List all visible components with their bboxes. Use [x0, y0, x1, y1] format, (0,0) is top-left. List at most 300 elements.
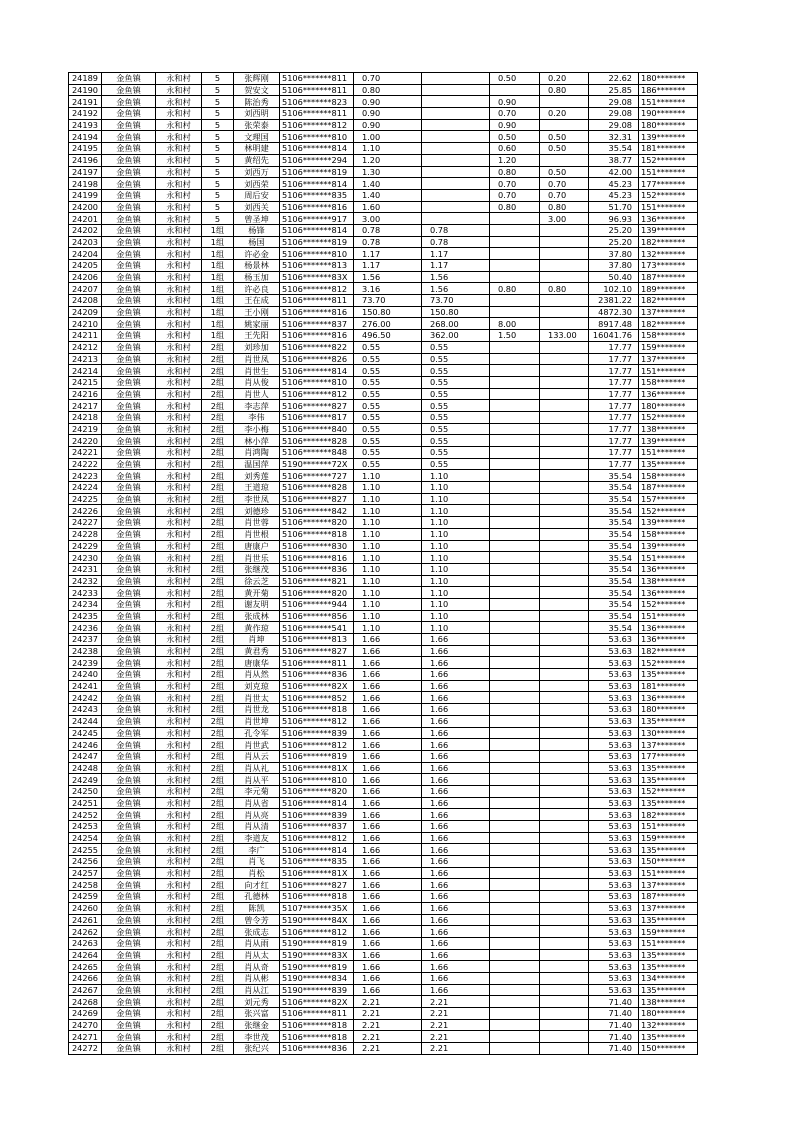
area-c-cell: 0.50	[540, 131, 589, 143]
area-total-cell: 496.50	[354, 330, 422, 342]
area-total-cell: 1.56	[354, 271, 422, 283]
village-cell: 永和村	[156, 598, 202, 610]
record-id-cell: 24257	[69, 867, 102, 879]
area-a-cell: 268.00	[422, 318, 490, 330]
area-total-cell: 1.66	[354, 739, 422, 751]
group-cell: 5	[202, 108, 234, 120]
area-b-cell: 0.90	[490, 119, 540, 131]
record-id-cell: 24256	[69, 856, 102, 868]
area-b-cell	[490, 926, 540, 938]
group-cell: 2组	[202, 598, 234, 610]
id-number-cell: 5106*******727	[280, 470, 354, 482]
area-total-cell: 3.16	[354, 283, 422, 295]
record-id-cell: 24263	[69, 937, 102, 949]
amount-cell: 25.20	[589, 224, 639, 236]
village-cell: 永和村	[156, 669, 202, 681]
amount-cell: 17.77	[589, 458, 639, 470]
area-c-cell	[540, 598, 589, 610]
group-cell: 2组	[202, 528, 234, 540]
area-total-cell: 1.66	[354, 645, 422, 657]
person-name-cell: 谢友明	[234, 598, 280, 610]
area-c-cell	[540, 984, 589, 996]
area-total-cell: 1.66	[354, 785, 422, 797]
record-id-cell: 24244	[69, 715, 102, 727]
area-total-cell: 1.20	[354, 154, 422, 166]
amount-cell: 17.77	[589, 365, 639, 377]
id-number-cell: 5106*******810	[280, 131, 354, 143]
table-row	[69, 867, 698, 879]
id-number-cell: 5106*******810	[280, 774, 354, 786]
table-row	[69, 376, 698, 388]
area-total-cell: 0.55	[354, 388, 422, 400]
id-number-cell: 5106*******823	[280, 96, 354, 108]
record-id-cell: 24211	[69, 330, 102, 342]
record-id-cell: 24206	[69, 271, 102, 283]
area-a-cell	[422, 213, 490, 225]
person-name-cell: 刘元秀	[234, 996, 280, 1008]
area-a-cell: 1.66	[422, 750, 490, 762]
table-row	[69, 306, 698, 318]
area-c-cell	[540, 902, 589, 914]
area-total-cell: 1.66	[354, 844, 422, 856]
area-c-cell	[540, 236, 589, 248]
group-cell: 2组	[202, 680, 234, 692]
town-cell: 金鱼镇	[102, 260, 156, 272]
id-number-cell: 5106*******820	[280, 587, 354, 599]
phone-cell: 181*******	[639, 143, 698, 155]
person-name-cell: 肖从然	[234, 669, 280, 681]
table-row	[69, 949, 698, 961]
area-a-cell: 1.66	[422, 867, 490, 879]
id-number-cell: 5106*******828	[280, 482, 354, 494]
table-row	[69, 224, 698, 236]
village-cell: 永和村	[156, 634, 202, 646]
area-b-cell	[490, 563, 540, 575]
town-cell: 金鱼镇	[102, 984, 156, 996]
town-cell: 金鱼镇	[102, 645, 156, 657]
area-a-cell: 1.17	[422, 260, 490, 272]
group-cell: 2组	[202, 972, 234, 984]
area-total-cell: 2.21	[354, 1043, 422, 1055]
phone-cell: 177*******	[639, 750, 698, 762]
area-c-cell	[540, 575, 589, 587]
phone-cell: 187*******	[639, 271, 698, 283]
area-c-cell	[540, 937, 589, 949]
town-cell: 金鱼镇	[102, 680, 156, 692]
area-a-cell: 150.80	[422, 306, 490, 318]
town-cell: 金鱼镇	[102, 809, 156, 821]
record-id-cell: 24217	[69, 400, 102, 412]
area-c-cell	[540, 657, 589, 669]
group-cell: 5	[202, 73, 234, 85]
person-name-cell: 孔德林	[234, 891, 280, 903]
village-cell: 永和村	[156, 178, 202, 190]
amount-cell: 102.10	[589, 283, 639, 295]
town-cell: 金鱼镇	[102, 493, 156, 505]
group-cell: 2组	[202, 447, 234, 459]
group-cell: 2组	[202, 891, 234, 903]
id-number-cell: 5106*******81X	[280, 762, 354, 774]
id-number-cell: 5106*******813	[280, 260, 354, 272]
phone-cell: 139*******	[639, 540, 698, 552]
area-total-cell: 0.55	[354, 353, 422, 365]
area-a-cell: 1.66	[422, 844, 490, 856]
table-row	[69, 844, 698, 856]
town-cell: 金鱼镇	[102, 353, 156, 365]
village-cell: 永和村	[156, 622, 202, 634]
town-cell: 金鱼镇	[102, 119, 156, 131]
area-c-cell	[540, 482, 589, 494]
person-name-cell: 孔令军	[234, 727, 280, 739]
area-b-cell: 0.80	[490, 166, 540, 178]
area-c-cell	[540, 832, 589, 844]
phone-cell: 139*******	[639, 224, 698, 236]
area-total-cell: 0.55	[354, 411, 422, 423]
area-total-cell: 73.70	[354, 295, 422, 307]
phone-cell: 136*******	[639, 563, 698, 575]
amount-cell: 53.63	[589, 634, 639, 646]
phone-cell: 137*******	[639, 306, 698, 318]
record-id-cell: 24258	[69, 879, 102, 891]
area-c-cell	[540, 493, 589, 505]
id-number-cell: 5106*******541	[280, 622, 354, 634]
group-cell: 5	[202, 189, 234, 201]
table-row	[69, 645, 698, 657]
group-cell: 2组	[202, 657, 234, 669]
group-cell: 2组	[202, 587, 234, 599]
town-cell: 金鱼镇	[102, 143, 156, 155]
area-a-cell	[422, 189, 490, 201]
area-c-cell	[540, 727, 589, 739]
area-b-cell	[490, 984, 540, 996]
person-name-cell: 肖从清	[234, 821, 280, 833]
area-b-cell	[490, 248, 540, 260]
area-c-cell	[540, 318, 589, 330]
id-number-cell: 5106*******811	[280, 73, 354, 85]
area-total-cell: 1.66	[354, 715, 422, 727]
record-id-cell: 24261	[69, 914, 102, 926]
person-name-cell: 肖世太	[234, 692, 280, 704]
person-name-cell: 肖鸿陶	[234, 447, 280, 459]
area-b-cell	[490, 552, 540, 564]
id-number-cell: 5106*******812	[280, 283, 354, 295]
record-id-cell: 24192	[69, 108, 102, 120]
village-cell: 永和村	[156, 528, 202, 540]
village-cell: 永和村	[156, 271, 202, 283]
town-cell: 金鱼镇	[102, 727, 156, 739]
person-name-cell: 刘西关	[234, 201, 280, 213]
id-number-cell: 5106*******821	[280, 575, 354, 587]
amount-cell: 53.63	[589, 704, 639, 716]
village-cell: 永和村	[156, 318, 202, 330]
person-name-cell: 黄作琼	[234, 622, 280, 634]
area-c-cell	[540, 645, 589, 657]
table-row	[69, 575, 698, 587]
id-number-cell: 5106*******810	[280, 248, 354, 260]
record-id-cell: 24240	[69, 669, 102, 681]
table-row	[69, 447, 698, 459]
id-number-cell: 5106*******827	[280, 879, 354, 891]
id-number-cell: 5190*******72X	[280, 458, 354, 470]
phone-cell: 180*******	[639, 704, 698, 716]
area-c-cell	[540, 692, 589, 704]
village-cell: 永和村	[156, 73, 202, 85]
area-c-cell	[540, 1019, 589, 1031]
area-a-cell: 1.66	[422, 809, 490, 821]
area-a-cell: 1.66	[422, 704, 490, 716]
village-cell: 永和村	[156, 295, 202, 307]
town-cell: 金鱼镇	[102, 879, 156, 891]
group-cell: 2组	[202, 1043, 234, 1055]
area-a-cell: 1.10	[422, 470, 490, 482]
area-total-cell: 0.55	[354, 400, 422, 412]
area-c-cell	[540, 704, 589, 716]
record-id-cell: 24189	[69, 73, 102, 85]
village-cell: 永和村	[156, 423, 202, 435]
group-cell: 2组	[202, 1031, 234, 1043]
area-b-cell	[490, 774, 540, 786]
village-cell: 永和村	[156, 1043, 202, 1055]
phone-cell: 159*******	[639, 832, 698, 844]
village-cell: 永和村	[156, 154, 202, 166]
area-c-cell	[540, 856, 589, 868]
area-a-cell: 1.10	[422, 610, 490, 622]
phone-cell: 135*******	[639, 949, 698, 961]
village-cell: 永和村	[156, 505, 202, 517]
phone-cell: 136*******	[639, 388, 698, 400]
amount-cell: 53.63	[589, 739, 639, 751]
area-total-cell: 1.10	[354, 470, 422, 482]
area-a-cell: 1.10	[422, 563, 490, 575]
area-total-cell: 1.66	[354, 762, 422, 774]
town-cell: 金鱼镇	[102, 365, 156, 377]
town-cell: 金鱼镇	[102, 411, 156, 423]
table-row	[69, 879, 698, 891]
group-cell: 5	[202, 154, 234, 166]
village-cell: 永和村	[156, 902, 202, 914]
group-cell: 5	[202, 166, 234, 178]
town-cell: 金鱼镇	[102, 283, 156, 295]
area-total-cell: 1.66	[354, 867, 422, 879]
area-a-cell: 1.66	[422, 739, 490, 751]
group-cell: 2组	[202, 435, 234, 447]
area-total-cell: 1.10	[354, 587, 422, 599]
area-a-cell	[422, 178, 490, 190]
area-a-cell	[422, 166, 490, 178]
table-row	[69, 201, 698, 213]
area-a-cell: 0.55	[422, 458, 490, 470]
area-total-cell: 1.10	[354, 528, 422, 540]
area-c-cell	[540, 762, 589, 774]
area-total-cell: 0.70	[354, 73, 422, 85]
record-id-cell: 24245	[69, 727, 102, 739]
village-cell: 永和村	[156, 739, 202, 751]
table-row	[69, 634, 698, 646]
area-a-cell: 0.55	[422, 353, 490, 365]
id-number-cell: 5106*******811	[280, 1008, 354, 1020]
area-total-cell: 1.66	[354, 949, 422, 961]
person-name-cell: 许必良	[234, 283, 280, 295]
table-row	[69, 552, 698, 564]
area-b-cell: 0.60	[490, 143, 540, 155]
area-c-cell	[540, 295, 589, 307]
record-id-cell: 24224	[69, 482, 102, 494]
phone-cell: 139*******	[639, 131, 698, 143]
village-cell: 永和村	[156, 248, 202, 260]
town-cell: 金鱼镇	[102, 154, 156, 166]
group-cell: 2组	[202, 388, 234, 400]
area-total-cell: 0.55	[354, 423, 422, 435]
area-a-cell: 1.10	[422, 598, 490, 610]
village-cell: 永和村	[156, 119, 202, 131]
amount-cell: 35.54	[589, 575, 639, 587]
amount-cell: 17.77	[589, 353, 639, 365]
record-id-cell: 24210	[69, 318, 102, 330]
village-cell: 永和村	[156, 891, 202, 903]
town-cell: 金鱼镇	[102, 341, 156, 353]
area-total-cell: 1.10	[354, 552, 422, 564]
town-cell: 金鱼镇	[102, 669, 156, 681]
area-a-cell: 1.66	[422, 832, 490, 844]
area-b-cell	[490, 832, 540, 844]
table-row	[69, 271, 698, 283]
table-row	[69, 996, 698, 1008]
id-number-cell: 5106*******814	[280, 365, 354, 377]
group-cell: 2组	[202, 341, 234, 353]
village-cell: 永和村	[156, 236, 202, 248]
group-cell: 2组	[202, 669, 234, 681]
table-row	[69, 598, 698, 610]
area-total-cell: 1.66	[354, 727, 422, 739]
area-c-cell	[540, 528, 589, 540]
area-a-cell: 1.10	[422, 575, 490, 587]
area-a-cell: 1.66	[422, 727, 490, 739]
town-cell: 金鱼镇	[102, 423, 156, 435]
id-number-cell: 5106*******826	[280, 353, 354, 365]
record-id-cell: 24272	[69, 1043, 102, 1055]
table-row	[69, 622, 698, 634]
phone-cell: 151*******	[639, 166, 698, 178]
id-number-cell: 5190*******819	[280, 961, 354, 973]
area-c-cell	[540, 388, 589, 400]
amount-cell: 17.77	[589, 400, 639, 412]
village-cell: 永和村	[156, 283, 202, 295]
area-b-cell	[490, 435, 540, 447]
village-cell: 永和村	[156, 914, 202, 926]
village-cell: 永和村	[156, 692, 202, 704]
person-name-cell: 肖飞	[234, 856, 280, 868]
town-cell: 金鱼镇	[102, 657, 156, 669]
amount-cell: 35.54	[589, 528, 639, 540]
table-row	[69, 458, 698, 470]
group-cell: 1组	[202, 236, 234, 248]
record-id-cell: 24203	[69, 236, 102, 248]
phone-cell: 138*******	[639, 575, 698, 587]
table-row	[69, 295, 698, 307]
group-cell: 2组	[202, 727, 234, 739]
village-cell: 永和村	[156, 762, 202, 774]
id-number-cell: 5106*******818	[280, 891, 354, 903]
village-cell: 永和村	[156, 587, 202, 599]
town-cell: 金鱼镇	[102, 447, 156, 459]
area-total-cell: 0.55	[354, 365, 422, 377]
record-id-cell: 24255	[69, 844, 102, 856]
phone-cell: 137*******	[639, 353, 698, 365]
group-cell: 2组	[202, 540, 234, 552]
area-b-cell	[490, 972, 540, 984]
area-c-cell	[540, 809, 589, 821]
table-row	[69, 260, 698, 272]
id-number-cell: 5106*******811	[280, 295, 354, 307]
phone-cell: 180*******	[639, 119, 698, 131]
area-a-cell: 1.10	[422, 587, 490, 599]
phone-cell: 136*******	[639, 634, 698, 646]
area-b-cell	[490, 762, 540, 774]
area-c-cell: 0.20	[540, 108, 589, 120]
record-id-cell: 24253	[69, 821, 102, 833]
table-row	[69, 785, 698, 797]
town-cell: 金鱼镇	[102, 388, 156, 400]
record-id-cell: 24227	[69, 517, 102, 529]
village-cell: 永和村	[156, 774, 202, 786]
person-name-cell: 温国萍	[234, 458, 280, 470]
village-cell: 永和村	[156, 832, 202, 844]
area-b-cell	[490, 353, 540, 365]
amount-cell: 53.63	[589, 645, 639, 657]
town-cell: 金鱼镇	[102, 505, 156, 517]
amount-cell: 53.63	[589, 669, 639, 681]
area-a-cell: 1.10	[422, 517, 490, 529]
group-cell: 5	[202, 143, 234, 155]
town-cell: 金鱼镇	[102, 458, 156, 470]
area-c-cell: 0.80	[540, 201, 589, 213]
table-row	[69, 517, 698, 529]
table-row	[69, 715, 698, 727]
person-name-cell: 曾令芳	[234, 914, 280, 926]
group-cell: 5	[202, 213, 234, 225]
area-total-cell: 0.90	[354, 96, 422, 108]
area-a-cell: 1.66	[422, 914, 490, 926]
phone-cell: 135*******	[639, 984, 698, 996]
town-cell: 金鱼镇	[102, 739, 156, 751]
town-cell: 金鱼镇	[102, 844, 156, 856]
area-a-cell	[422, 73, 490, 85]
amount-cell: 71.40	[589, 1008, 639, 1020]
table-row	[69, 587, 698, 599]
phone-cell: 186*******	[639, 84, 698, 96]
area-total-cell: 1.00	[354, 131, 422, 143]
table-row	[69, 283, 698, 295]
area-c-cell: 0.70	[540, 189, 589, 201]
area-a-cell: 1.10	[422, 482, 490, 494]
phone-cell: 130*******	[639, 727, 698, 739]
area-b-cell: 0.50	[490, 131, 540, 143]
area-total-cell: 2.21	[354, 1019, 422, 1031]
group-cell: 5	[202, 178, 234, 190]
area-c-cell	[540, 1031, 589, 1043]
area-b-cell	[490, 365, 540, 377]
area-a-cell: 2.21	[422, 1031, 490, 1043]
village-cell: 永和村	[156, 458, 202, 470]
id-number-cell: 5106*******816	[280, 306, 354, 318]
area-c-cell: 0.20	[540, 73, 589, 85]
area-c-cell	[540, 622, 589, 634]
record-id-cell: 24199	[69, 189, 102, 201]
table-row	[69, 108, 698, 120]
village-cell: 永和村	[156, 306, 202, 318]
area-total-cell: 1.17	[354, 248, 422, 260]
town-cell: 金鱼镇	[102, 774, 156, 786]
